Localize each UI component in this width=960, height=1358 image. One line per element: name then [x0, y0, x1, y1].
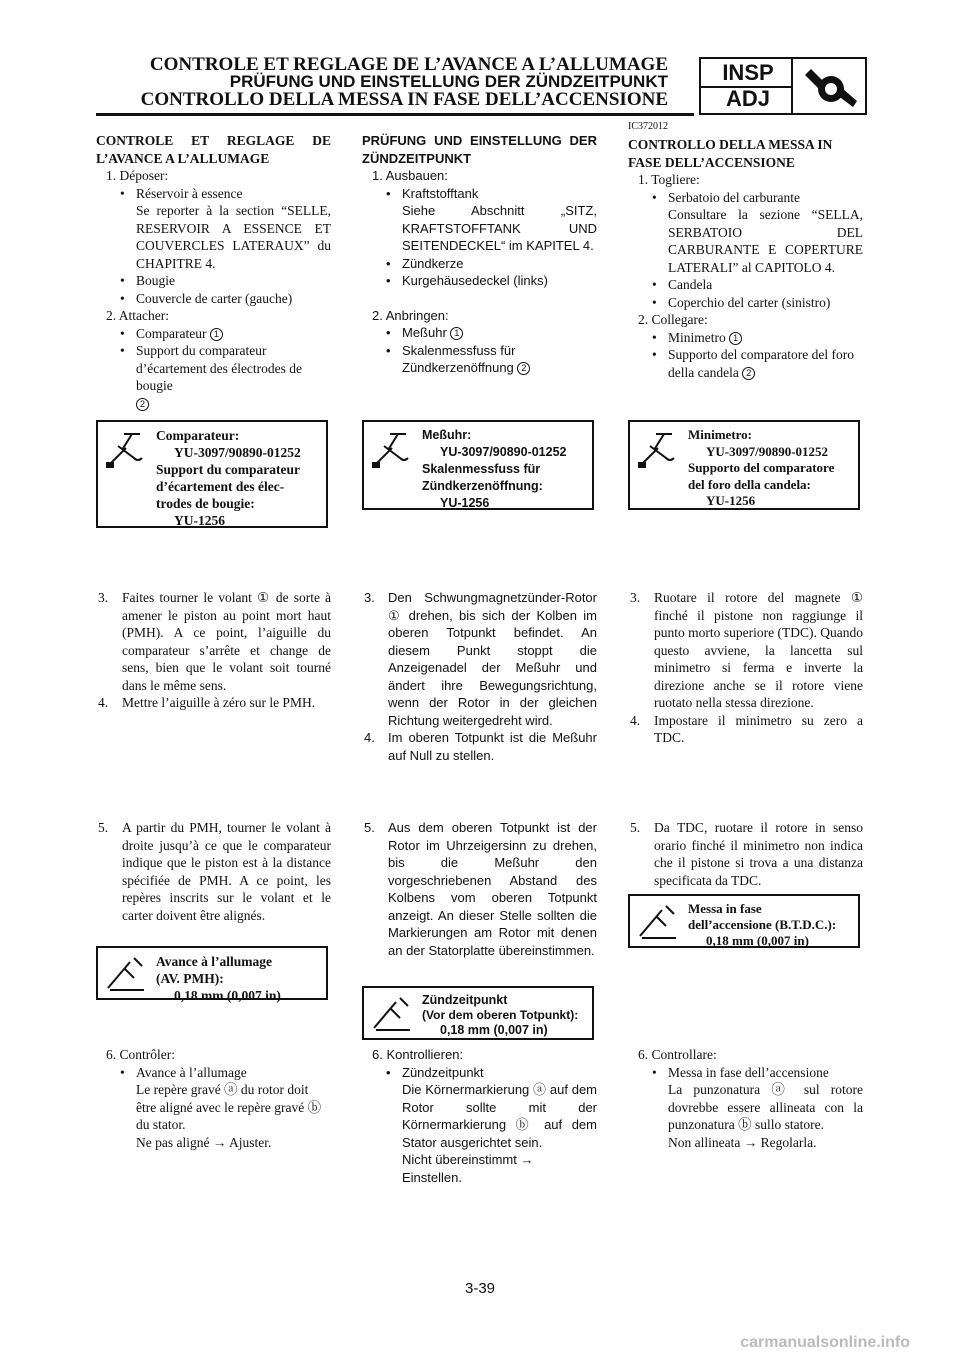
header-title-fr: CONTROLE ET REGLAGE DE L’AVANCE A L’ALLUMAGE: [149, 54, 668, 75]
fr-tool-line-1: Comparateur:: [156, 428, 240, 443]
it-step-3: Ruotare il rotore del magnete ① finché il pistone non raggiunge il punto morto superiore (TDC). Quando questo avviene, la lancetta sul minimetro si ferma e inverte la direzione anche se il rotore viene ruotato nella stessa direzione.: [654, 590, 863, 710]
badge-vdivider: [791, 59, 793, 113]
de-spec-line-1: Zündzeitpunkt: [422, 993, 508, 1007]
fr-step-6-note-2: Ne pas aligné → Ajuster.: [136, 1134, 272, 1150]
fr-step-2: 2. Attacher:: [106, 308, 169, 323]
it-spec-line-1: Messa in fase: [688, 901, 762, 916]
de-step-4: Im oberen Totpunkt ist die Meßuhr auf Null zu stellen.: [388, 730, 597, 763]
fr-tool-line-3: Support du comparateur: [156, 462, 301, 477]
it-step-6: 6. Controllare:: [638, 1047, 717, 1062]
fr-step-1-bullet-3: Couvercle de carter (gauche): [136, 290, 293, 306]
de-step-1-note: Siehe Abschnitt „SITZ, KRAFTSTOFFTANK UND SEITENDECKEL“ im KAPITEL 4.: [402, 203, 597, 253]
page-number: 3-39: [464, 1280, 496, 1297]
header-rule: [96, 113, 694, 116]
de-step-3: Den Schwungmagnetzünder-Rotor ① drehen, bis sich der Kolben im oberen Totpunkt befindet. An diesem Punkt stoppt die Anzeigenadel der Meßuhr und ändert ihre Bewegungsrichtung, wenn der Rotor in der gleichen Richtung weitergedreht wird.: [388, 590, 597, 728]
fr-step-3: Faites tourner le volant ① de sorte à amener le piston au point mort haut (PMH). A ce point, l’aiguille du comparateur s’arrête et change de sens, bien que le volant soit tourné dans le même sens.: [122, 590, 331, 693]
fr-spec-line-2: (AV. PMH):: [156, 971, 224, 986]
callout-1-icon: 1: [729, 332, 742, 345]
de-tool-box: [362, 420, 594, 510]
tool-icon: [370, 428, 412, 470]
it-heading: CONTROLLO DELLA MESSA IN FASE DELL’ACCENSIONE: [628, 137, 833, 170]
it-step-1-bullet-3: Coperchio del carter (sinistro): [668, 294, 831, 310]
fr-step-4: Mettre l’aiguille à zéro sur le PMH.: [122, 695, 316, 710]
de-tool-line-4: Zündkerzenöffnung:: [422, 479, 543, 493]
header-title-de: PRÜFUNG UND EINSTELLUNG DER ZÜNDZEITPUNKT: [229, 72, 668, 91]
wrench-icon: [801, 63, 861, 109]
section-badge: [699, 57, 867, 115]
de-tool-line-5: YU-1256: [440, 496, 490, 510]
de-step-1-bullet-1: Kraftstofftank: [402, 185, 479, 201]
it-step-1-bullet-2: Candela: [668, 277, 713, 292]
de-spec-line-3: 0,18 mm (0,007 in): [440, 1023, 548, 1037]
spec-wrench-icon: [104, 954, 146, 994]
fr-step-6: 6. Contrôler:: [106, 1047, 175, 1062]
section-code: IC372012: [628, 121, 668, 132]
fr-tool-line-4: d’écartement des élec-: [156, 479, 285, 494]
fr-step-2-bullet-1: Comparateur: [136, 325, 207, 341]
it-tool-line-3: Supporto del comparatore: [688, 460, 835, 475]
it-tool-box: [628, 420, 860, 510]
callout-2-icon: 2: [517, 362, 530, 375]
callout-2-icon: 2: [136, 398, 149, 411]
it-step-6-note-1: La punzonatura ⓐ sul rotore dovrebbe essere allineata con la punzonatura ⓑ sullo statore.: [668, 1082, 863, 1132]
it-step-6-note-2: Non allineata → Regolarla.: [668, 1134, 817, 1150]
it-step-2-bullet-1: Minimetro: [668, 329, 726, 345]
de-heading: PRÜFUNG UND EINSTELLUNG DER ZÜNDZEITPUNKT: [362, 133, 597, 166]
it-step-2-bullet-2: Supporto del comparatore del foro della candela: [668, 347, 854, 380]
fr-tool-line-2: YU-3097/90890-01252: [174, 445, 301, 460]
callout-2-icon: 2: [742, 367, 755, 380]
de-tool-line-1: Meßuhr:: [422, 428, 472, 442]
de-step-1-bullet-3: Kurgehäusedeckel (links): [402, 273, 548, 288]
fr-spec-box: [96, 946, 328, 1003]
de-tool-line-2: YU-3097/90890-01252: [440, 445, 567, 459]
de-step-6-note-2: Nicht übereinstimmt → Einstellen.: [402, 1152, 534, 1185]
it-step-4: Impostare il minimetro su zero a TDC.: [654, 712, 863, 745]
de-step-6: 6. Kontrollieren:: [372, 1047, 464, 1062]
fr-spec-line-1: Avance à l’allumage: [156, 954, 272, 969]
spec-wrench-icon: [636, 902, 678, 942]
fr-step-6-bullet-1: Avance à l’allumage: [136, 1064, 247, 1080]
header-title-it: CONTROLLO DELLA MESSA IN FASE DELL’ACCENSIONE: [140, 89, 668, 110]
de-step-2-bullet-1: Meßuhr: [402, 325, 447, 340]
it-step-1: 1. Togliere:: [638, 172, 700, 187]
spec-wrench-icon: [370, 994, 412, 1034]
tool-icon: [636, 428, 678, 470]
fr-column: CONTROLE ET REGLAGE DE L’AVANCE A L’ALLUMAGE 1. Déposer: • Réservoir à essence Se reporter à la section “SELLE, RESERVOIR A ESSENCE ET COUVERCLES LATERAUX” du CHAPITRE 4. • Bougie • Couvercle de carter (gauche) 2. Attacher: • Comparateur 1 • Support du comparateur d’écartement des électrodes de bougie 2: [96, 133, 331, 409]
fr-step-2-bullet-2: Support du comparateur d’écartement des électrodes de bougie: [136, 343, 303, 393]
fr-tool-line-5: trodes de bougie:: [156, 496, 255, 511]
fr-tool-box: [96, 420, 328, 528]
de-step-6-note-1: Die Körnermarkierung ⓐ auf dem Rotor sollte mit der Körnermarkierung ⓑ auf dem Stator ausgerichtet sein.: [402, 1082, 597, 1150]
it-step-6-bullet-1: Messa in fase dell’accensione: [668, 1064, 829, 1080]
callout-1-icon: 1: [210, 328, 223, 341]
de-spec-line-2: (Vor dem oberen Totpunkt):: [422, 1008, 579, 1022]
fr-step-5: A partir du PMH, tourner le volant à droite jusqu’à ce que le comparateur indique que le piston est à la distance spécifiée de PMH. A ce point, les repères inscrits sur le volant et le carter doivent être alignés.: [122, 820, 331, 923]
fr-step-1-bullet-2: Bougie: [136, 273, 175, 288]
de-step-2-bullet-2: Skalenmessfuss für Zündkerzenöffnung: [402, 342, 516, 375]
it-column: CONTROLLO DELLA MESSA IN FASE DELL’ACCENSIONE 1. Togliere: • Serbatoio del carburante Consultare la sezione “SELLA, SERBATOIO DEL CARBURANTE E COPERTURE LATERALI” al CAPITOLO 4. • Candela • Coperchio del carter (sinistro) 2. Collegare: • Minimetro 1 • Supporto del comparatore del foro della candela 2: [628, 137, 863, 380]
fr-tool-line-6: YU-1256: [174, 513, 225, 528]
it-tool-line-2: YU-3097/90890-01252: [706, 443, 829, 459]
fr-step-1-bullet-1: Réservoir à essence: [136, 185, 243, 201]
it-step-1-bullet-1: Serbatoio del carburante: [668, 189, 800, 205]
badge-insp: INSP: [722, 60, 774, 85]
it-step-1-note: Consultare la sezione “SELLA, SERBATOIO DEL CARBURANTE E COPERTURE LATERALI” al CAPITOLO 4.: [668, 207, 863, 275]
fr-step-1-note: Se reporter à la section “SELLE, RESERVOIR A ESSENCE ET COUVERCLES LATERAUX” du CHAPITRE 4.: [136, 203, 331, 271]
tool-icon: [104, 428, 146, 470]
it-step-5: Da TDC, ruotare il rotore in senso orario finché il minimetro non indica che il pistone si trova a una distanza specificata da TDC.: [654, 820, 863, 888]
fr-heading: CONTROLE ET REGLAGE DE L’AVANCE A L’ALLUMAGE: [96, 133, 331, 166]
de-step-5: Aus dem oberen Totpunkt ist der Rotor im Uhrzeigersinn zu drehen, bis die Meßuhr den vorgeschriebenen Abstand des Kolbens vom oberen Totpunkt anzeigt. An dieser Stelle sollten die Markierungen am Rotor mit denen an der Statorplatte übereinstimmen.: [388, 820, 597, 958]
de-step-2: 2. Anbringen:: [372, 307, 449, 323]
de-step-6-bullet-1: Zündzeitpunkt: [402, 1064, 484, 1080]
watermark: carmanualsonline.info: [740, 1334, 910, 1351]
de-step-1-bullet-2: Zündkerze: [402, 255, 464, 271]
fr-spec-line-3: 0,18 mm (0,007 in): [174, 988, 281, 1003]
fr-step-1: 1. Déposer:: [106, 168, 169, 183]
badge-adj: ADJ: [725, 86, 770, 111]
de-column: PRÜFUNG UND EINSTELLUNG DER ZÜNDZEITPUNKT 1. Ausbauen: • Kraftstofftank Siehe Abschnitt „SITZ, KRAFTSTOFFTANK UND SEITENDECKEL“ im KAPITEL 4. • Zündkerze • Kurgehäusedeckel (links) 2. Anbringen: • Meßuhr 1 • Skalenmessfuss für Zündkerzenöffnung 2: [362, 133, 597, 375]
it-spec-line-3: 0,18 mm (0,007 in): [706, 933, 809, 948]
fr-step-6-note-1: Le repère gravé ⓐ du rotor doit être aligné avec le repère gravé ⓑ du stator.: [136, 1082, 322, 1132]
callout-1-icon: 1: [450, 327, 463, 340]
it-spec-box: [628, 894, 860, 948]
it-spec-line-2: dell’accensione (B.T.D.C.):: [688, 917, 837, 932]
it-tool-line-4: del foro della candela:: [688, 476, 811, 492]
it-tool-line-1: Minimetro:: [688, 427, 753, 442]
de-spec-box: [362, 986, 594, 1040]
it-tool-line-5: YU-1256: [706, 493, 756, 508]
de-step-1: 1. Ausbauen:: [372, 168, 448, 183]
it-step-2: 2. Collegare:: [638, 312, 708, 327]
de-tool-line-3: Skalenmessfuss für: [422, 462, 541, 476]
